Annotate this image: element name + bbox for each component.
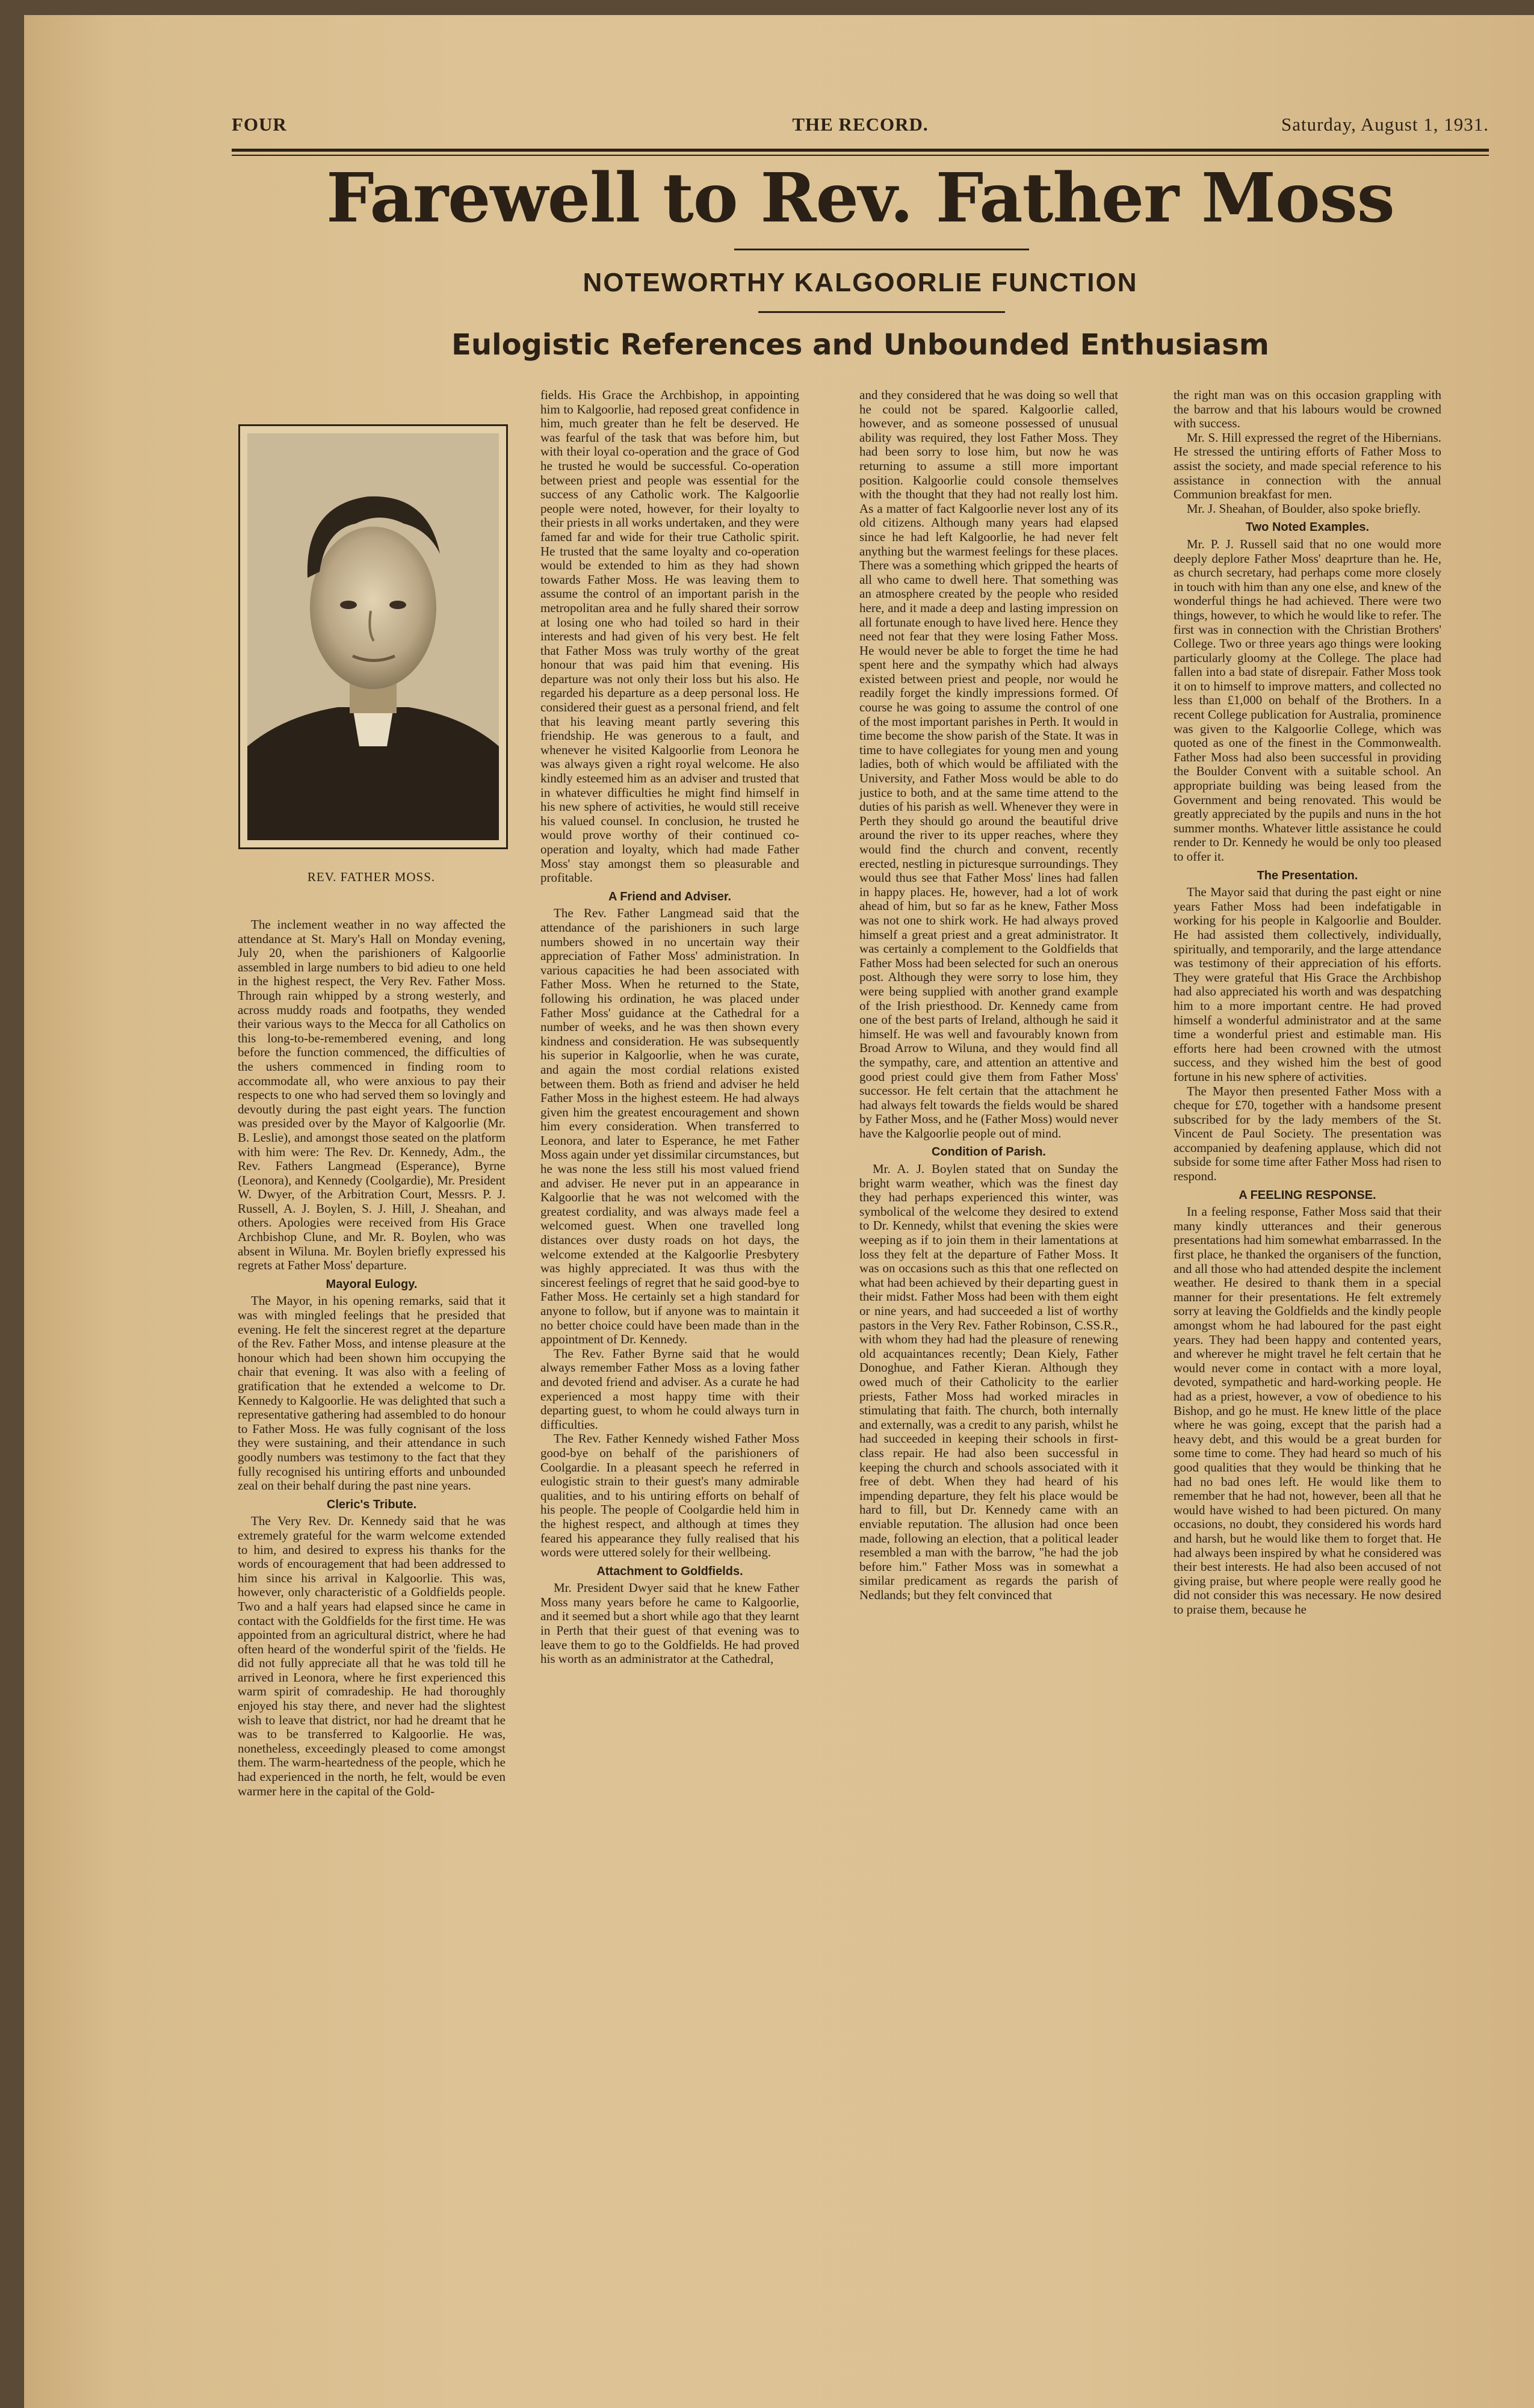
paragraph: The inclement weather in no way affected the attendance at St. Mary's Hall on Monday evening, July 20, when the parishioners of Kalgoorlie assembled in large numbers to bid adieu to one held in the highest respect, the Very Rev. Father Moss. Through rain whipped by a strong westerly, and across muddy roads and footpaths, they wended their various ways to the Mecca for all Catholics on this long-to-be-remembered evening, and long before the function commenced, the difficulties of the ushers commenced in finding room to accommodate all, who were anxious to pay their respects to one who had served them so lovingly and devoutly during the past eight years. The function was presided over by the Mayor of Kalgoorlie (Mr. B. Leslie), and amongst those seated on the platform with him were: The Rev. Dr. Kennedy, Adm., the Rev. Fathers Langmead (Esperance), Byrne (Leonora), and Kennedy (Coolgardie), Mr. President W. Dwyer, of the Arbitration Court, Messrs. P. J. Russell, A. J. Boylen, S. J. Hill, J. Sheahan, and others. Apologies were received from His Grace Archbishop Clune, and Mr. R. Boylen, who was absent in Wiluna. Mr. Boylen briefly expressed his regrets at Father Moss' departure. (238, 917, 506, 1273)
paragraph: Mr. President Dwyer said that he knew Father Moss many years before he came to Kalgoorlie, and it seemed but a short while ago that they learnt in Perth that their guest of that evening was to leave them to go to the Goldfields. He had proved his worth as an administrator at the Cathedral, (540, 1580, 799, 1667)
page-number: FOUR (232, 114, 287, 135)
portrait-frame (238, 424, 508, 849)
issue-date: Saturday, August 1, 1931. (1281, 114, 1489, 135)
subhead-divider (758, 311, 1005, 313)
paragraph: Mr. J. Sheahan, of Boulder, also spoke briefly. (1187, 501, 1421, 516)
paragraph: Mr. S. Hill expressed the regret of the Hibernians. He stressed the untiring efforts of Father Moss to assist the society, and made special reference to his assistance in connection with the annual Communion breakfast for men. (1174, 430, 1441, 502)
paragraph: The Mayor said that during the past eight or nine years Father Moss had been indefatigable in working for his people in Kalgoorlie and Boulder. He had assisted them collectively, individually, spiritually, and temporarily, and the large attendance was testimony of their appreciation of his efforts. They were grateful that His Grace the Archbishop had also appreciated his worth and was despatching him to a more important centre. He had proved himself a wonderful administrator and at the same time a wonderful priest and estimable man. His efforts here had been crowned with the utmost success, and they wished him the best of good fortune in his new sphere of activities. (1174, 885, 1441, 1084)
section-heading: The Presentation. (1257, 868, 1358, 882)
photo-caption: REV. FATHER MOSS. (307, 870, 436, 884)
newspaper-page (24, 15, 1534, 2408)
section-heading: Condition of Parish. (932, 1145, 1046, 1159)
portrait-illustration (247, 433, 499, 840)
paragraph: the right man was on this occasion grappling with the barrow and that his labours would be crowned with success. (1174, 388, 1441, 431)
section-heading: Attachment to Goldfields. (596, 1564, 743, 1578)
headline-divider (734, 249, 1029, 250)
paragraph: The Rev. Father Langmead said that the attendance of the parishioners in such large numbers showed in no uncertain way their appreciation of Father Moss' administration. In various capacities he had been associated with Father Moss. When he returned to the State, following his ordination, he was placed under Father Moss' guidance at the Cathedral for a number of weeks, and he was then shown every kindness and consideration. He was subsequently his superior in Kalgoorlie, when he was curate, and again the most cordial relations existed between them. Both as friend and adviser he held Father Moss in the highest esteem. He had always given him the greatest encouragement and shown him every consideration. When transferred to Leonora, and later to Esperance, he met Father Moss again under yet dissimilar circumstances, but he was none the less still his most valued friend and adviser. He never put in an appearance in Kalgoorlie that he was not welcomed with the greatest cordiality, and was always made feel a welcomed guest. When one travelled long distances over dusty roads on hot days, the welcome extended at the Kalgoorlie Presbytery was highly appreciated. It was thus with the sincerest feelings of regret that he said good-bye to Father Moss. He certainly set a high standard for anyone to follow, but if anyone was to maintain it no better choice could have been made than in the appointment of Dr. Kennedy. (540, 906, 799, 1347)
paragraph: The Rev. Father Byrne said that he would always remember Father Moss as a loving father and devoted friend and adviser. As a curate he had experienced a most happy time with their departing guest, to whom he could always turn in difficulties. (540, 1346, 799, 1432)
article-column-1 (238, 918, 506, 1798)
paper-name: THE RECORD. (792, 114, 929, 135)
deck-headline: Eulogistic References and Unbounded Enthusiasm (451, 328, 1269, 362)
paragraph: fields. His Grace the Archbishop, in appointing him to Kalgoorlie, had reposed great confidence in him, much greater than he felt be deserved. He was fearful of the task that was before him, but with their loyal co-operation and the grace of God he trusted he would be successful. Co-operation between priest and people was essential for the success of any Catholic work. The Kalgoorlie people were noted, however, for their loyalty to their priests in all works undertaken, and they were famed far and wide for their true Catholic spirit. He trusted that the same loyalty and co-operation would be extended to him as they had shown towards Father Moss. He was leaving them to assume the control of an important parish in the metropolitan area and he fully shared their sorrow at losing one who had toiled so hard in their interests and had given of his very best. He felt that Father Moss was truly worthy of the great honour that was paid him that evening. His departure was not only their loss but his also. He regarded his departure as a deep personal loss. He considered their guest as a personal friend, and felt that his leaving meant partly severing this friendship. He was generous to a fault, and whenever he visited Kalgoorlie from Leonora he was always given a right royal welcome. He also kindly esteemed him as an adviser and trusted that in whatever difficulties he might find himself in his new sphere of activities, he would still receive his valued counsel. In conclusion, he trusted he would prove worthy of their continued co-operation and loyalty, which had made Father Moss' stay amongst them so pleasurable and profitable. (540, 388, 799, 885)
masthead (232, 105, 1489, 147)
paragraph: Mr. P. J. Russell said that no one would more deeply deplore Father Moss' deaprture than he. He, as church secretary, had perhaps come more closely in touch with him than any one else, and knew of the wonderful things he had achieved. There were two things, however, to which he would like to refer. The first was in connection with the Christian Brothers' College. Two or three years ago things were looking particularly gloomy at the College. The place had fallen into a bad state of disrepair. Father Moss took it on to himself to improve matters, and collected no less than £1,000 on behalf of the Brothers. In a recent College publication for Australia, prominence was given to the Kalgoorlie College, which was quoted as one of the finest in the Commonwealth. Father Moss had also been successful in providing the Boulder Convent with a suitable school. An appropriate building was being leased from the Government and being renovated. This would be greatly appreciated by the pupils and nuns in the hot summer months. Whatever little assistance he could render to Dr. Kennedy he would be only too pleased to offer it. (1174, 536, 1441, 864)
paragraph: The Very Rev. Dr. Kennedy said that he was extremely grateful for the warm welcome extended to him, and desired to express his thanks for the words of encouragement that had been addressed to him since his arrival in Kalgoorlie. This was, however, only characteristic of a Goldfields people. Two and a half years had elapsed since he came in contact with the Goldfields for the first time. He was appointed from an agricultural district, where he had often heard of the wonderful spirit of the 'fields. He did not fully appreciate all that he was told till he arrived in Leonora, where he first experienced this warm spirit of comradeship. He had thoroughly enjoyed his stay there, and never had the slightest wish to leave that district, nor had he dreamt that he was to be transferred to Kalgoorlie. He was, nonetheless, exceedingly pleased to come amongst them. The warm-heartedness of the people, which he had experienced in the north, he felt, would be even warmer here in the capital of the Gold- (238, 1514, 506, 1798)
section-heading: Mayoral Eulogy. (326, 1277, 418, 1291)
section-heading: A FEELING RESPONSE. (1239, 1188, 1376, 1202)
masthead-rule-top (232, 149, 1489, 152)
section-heading: Two Noted Examples. (1245, 521, 1370, 534)
paragraph: and they considered that he was doing so well that he could not be spared. Kalgoorlie called, however, and as someone possessed of unusual ability was required, they lost Father Moss. They had been sorry to lose him, but now he was returning to assume a still more important position. Kalgoorlie could console themselves with the thought that they had not really lost him. As a matter of fact Kalgoorlie never lost any of its old citizens. Although many years had elapsed since he had left Kalgoorlie, he had never felt anything but the warmest feelings for these places. There was a something which gripped the hearts of all who came to dwell here. That something was an atmosphere created by the people who resided here, and it made a deep and lasting impression on all fortunate enough to have lived here. Hence they need not fear that they were losing Father Moss. He would never be able to forget the time he had spent here and the sympathy which had always existed between priest and people, nor would he readily forget the kindly impressions formed. Of course he was going to assume the control of one of the most important parishes in Perth. It would in time become the show parish of the State. It was in time to have collegiates for young men and young ladies, both of which would be affiliated with the University, and Father Moss would be able to do justice to both, and at the same time attend to the duties of his parish as well. Whenever they were in Perth they should go around the beautiful drive around the river to its upper reaches, where they would find the church and convent, recently erected, nestling in picturesque surroundings. They would thus see that Father Moss' lines had fallen in happy places. He, however, had a lot of work ahead of him, but so far as he knew, Father Moss was not one to shirk work. He had always proved himself a great priest and a great administrator. It was certainly a complement to the Goldfields that Father Moss had been selected for such an onerous post. Although they were sorry to lose him, they were being supplied with another grand example of the Irish priesthood. Dr. Kennedy came from one of the best parts of Ireland, although he said it himself. He was well and favourably known from Broad Arrow to Wiluna, and they would find all the sympathy, care, and attention an attentive and good priest could give them from Father Moss' successor. He felt certain that the attachment he had always felt towards the fields would be shared by Father Moss, and he (Father Moss) would never have the Kalgoorlie people out of mind. (859, 388, 1118, 1141)
headline: Farewell to Rev. Father Moss (326, 159, 1394, 238)
article-column-4 (1174, 388, 1441, 1617)
paragraph: In a feeling response, Father Moss said that their many kindly utterances and their generous presentations had him somewhat embarrassed. In the first place, he thanked the organisers of the function, and all those who had attended despite the inclement weather. He desired to thank them in a special manner for their presentations. He felt extremely sorry at leaving the Goldfields and the kindly people amongst whom he had laboured for the past eight years. They had been happy and contented years, and wherever he might travel he felt certain that he would never come in contact with a more loyal, devoted, sympathetic and hard-working people. He had as a priest, however, a vow of obedience to his Bishop, and go he must. He knew little of the place where he was going, except that the parish had a heavy debt, and this would be a great burden for some time to come. They had heard so much of his good qualities that they would be thinking that he had no bad ones left. He would like them to remember that he had not, however, been all that he would have wished to had been pictured. On many occasions, no doubt, they considered his words hard and harsh, but he would like them to forget that. He had always been inspired by what he considered was their best interests. He had also been accused of not giving praise, but where people were really good he did not consider this was necessary. He now desired to praise them, because he (1174, 1204, 1441, 1617)
section-heading: Cleric's Tribute. (326, 1497, 417, 1511)
paragraph: The Rev. Father Kennedy wished Father Moss good-bye on behalf of the parishioners of Coolgardie. In a pleasant speech he referred in eulogistic strain to their guest's many admirable qualities, and to his untiring efforts on behalf of his people. The people of Coolgardie held him in the highest respect, and although at times they feared his appearance they fully realised that his words were uttered solely for their wellbeing. (540, 1431, 799, 1560)
section-heading: A Friend and Adviser. (608, 890, 732, 903)
masthead-rule-bottom (232, 155, 1489, 156)
article-column-2 (540, 388, 799, 1667)
paragraph: The Mayor, in his opening remarks, said that it was with mingled feelings that he presided that evening. He felt the sincerest regret at the departure of the Rev. Father Moss, and intense pleasure at the honour which had been shown him occupying the chair that evening. It was also with a feeling of gratification that he extended a welcome to Dr. Kennedy to Kalgoorlie. He was delighted that such a representative gathering had assembled to do honour to Father Moss. He was fully cognisant of the loss they were sustaining, and their attendance in such goodly numbers was testimony to the fact that they fully recognised his untiring efforts and unbounded zeal on their behalf during the past nine years. (238, 1293, 506, 1493)
paragraph: Mr. A. J. Boylen stated that on Sunday the bright warm weather, which was the finest day they had perhaps experienced this winter, was symbolical of the welcome they desired to extend to Dr. Kennedy, whilst that evening the skies were weeping as if to join them in their lamentations at loss they felt at the departure of Father Moss. It was on occasions such as this that one reflected on what had been achieved by their departing guest in their midst. Father Moss had been with them eight or nine years, and had succeeded a list of worthy pastors in the Very Rev. Father Robinson, C.SS.R., with whom they had had the pleasure of renewing old acquaintances recently; Dean Kiely, Father Donoghue, and Father Kieran. Although they owed much of their Catholicity to the earlier priests, Father Moss had worked miracles in stimulating that faith. The church, both internally and externally, was a credit to any parish, whilst he had succeeded in keeping their schools in first-class repair. He had also been successful in keeping the church and schools associated with it free of debt. When they had heard of his impending departure, they felt his place would be hard to fill, but Dr. Kennedy came with an enviable reputation. The allusion had once been made, following an election, that a political leader resembled a man with the barrow, "he had the job before him." Father Moss was in somewhat a similar predicament as regards the parish of Nedlands; but they felt convinced that (859, 1162, 1118, 1602)
article-column-3 (859, 388, 1118, 1602)
paragraph: The Mayor then presented Father Moss with a cheque for £70, together with a handsome present subscribed for by the lady members of the St. Vincent de Paul Society. The presentation was accompanied by deafening applause, which did not subside for some time after Father Moss had risen to respond. (1174, 1083, 1441, 1184)
portrait-photo (247, 433, 499, 840)
subheadline: NOTEWORTHY KALGOORLIE FUNCTION (583, 268, 1138, 297)
